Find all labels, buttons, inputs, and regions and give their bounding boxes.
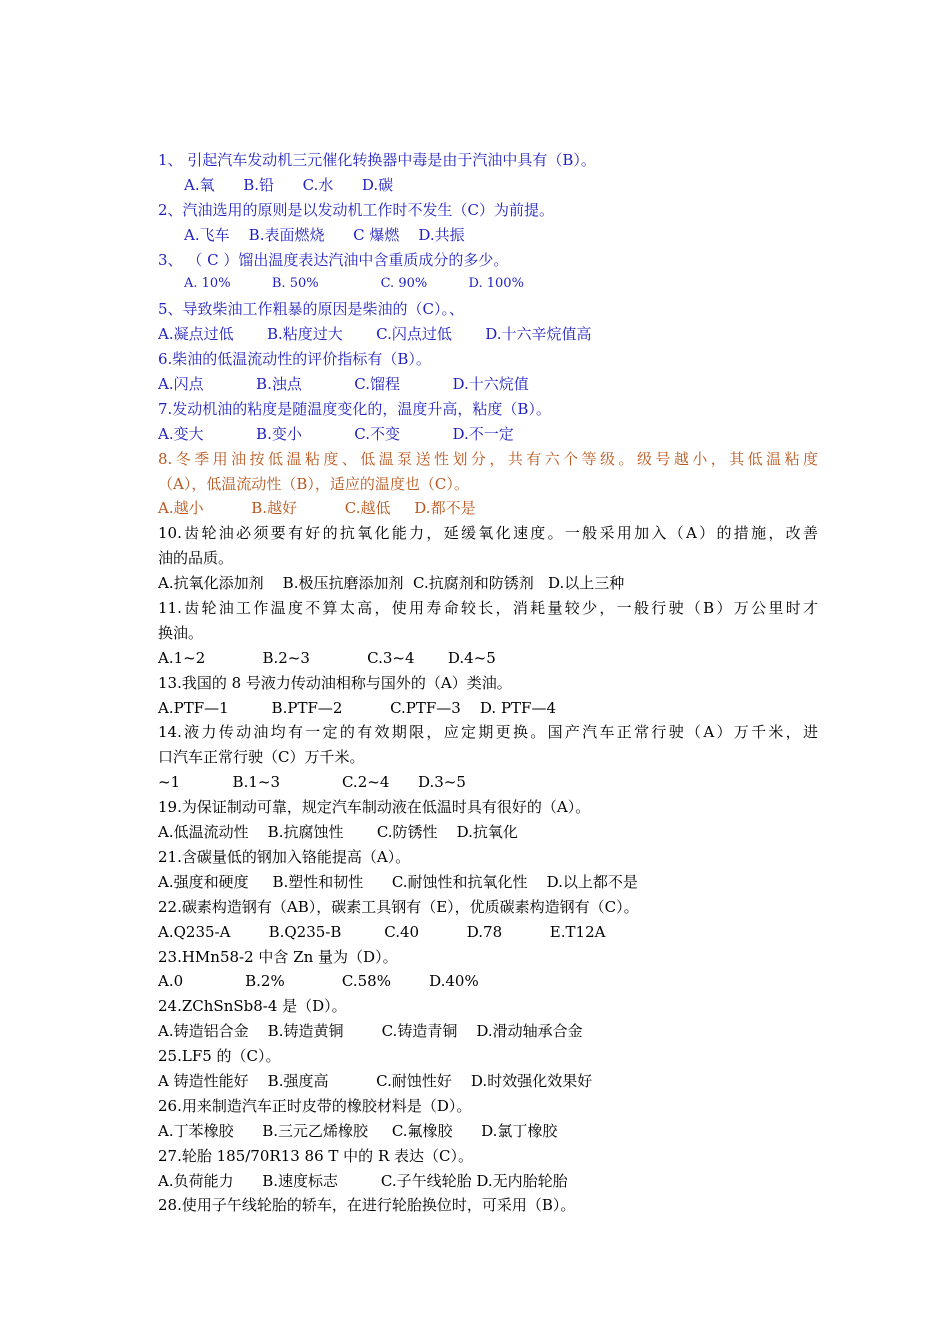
text-line: 油的品质。 bbox=[158, 549, 234, 568]
text-line: 1、 引起汽车发动机三元催化转换器中毒是由于汽油中具有（B）。 bbox=[158, 151, 596, 169]
text-line: A.闪点 B.浊点 C.馏程 D.十六烷值 bbox=[158, 375, 529, 394]
text-line: 7.发动机油的粘度是随温度变化的，温度升高，粘度（B）。 bbox=[158, 399, 551, 418]
text-line: A.越小 B.越好 C.越低 D.都不是 bbox=[158, 499, 476, 518]
question-list bbox=[158, 148, 818, 1218]
text-line: 26.用来制造汽车正时皮带的橡胶材料是（D）。 bbox=[158, 1096, 472, 1115]
text-line: A.铸造铝合金 B.铸造黄铜 C.铸造青铜 D.滑动轴承合金 bbox=[158, 1022, 583, 1041]
text-line: 3、 （ C ）馏出温度表达汽油中含重质成分的多少。 bbox=[158, 250, 509, 269]
text-line: A.变大 B.变小 C.不变 D.不一定 bbox=[158, 424, 514, 443]
text-line: ~1 B.1~3 C.2~4 D.3~5 bbox=[158, 773, 466, 792]
text-line: A.低温流动性 B.抗腐蚀性 C.防锈性 D.抗氧化 bbox=[158, 823, 518, 842]
text-line: 口汽车正常行驶（C）万千米。 bbox=[158, 748, 365, 767]
text-line: 21.含碳量低的钢加入铬能提高（A）。 bbox=[158, 847, 411, 866]
text-line: A.氧 B.铅 C.水 D.碳 bbox=[184, 175, 394, 194]
text-line: A. 10% B. 50% C. 90% D. 100% bbox=[184, 276, 524, 292]
text-line: 换油。 bbox=[158, 623, 204, 642]
text-line: （A），低温流动性（B），适应的温度也（C）。 bbox=[158, 474, 469, 493]
text-line: 27.轮胎 185/70R13 86 T 中的 R 表达（C）。 bbox=[158, 1146, 473, 1165]
text-line: 2、汽油选用的原则是以发动机工作时不发生（C）为前提。 bbox=[158, 200, 555, 219]
text-line: A 铸造性能好 B.强度高 C.耐蚀性好 D.时效强化效果好 bbox=[158, 1071, 593, 1090]
text-line: 6.柴油的低温流动性的评价指标有（B）。 bbox=[158, 350, 431, 369]
text-line: 5、导致柴油工作粗暴的原因是柴油的（C）。、 bbox=[158, 300, 465, 319]
text-line: A.凝点过低 B.粘度过大 C.闪点过低 D.十六辛烷值高 bbox=[158, 325, 592, 344]
text-line: 25.LF5 的（C）。 bbox=[158, 1047, 281, 1066]
text-line: A.飞车 B.表面燃烧 C 爆燃 D.共振 bbox=[184, 225, 465, 244]
text-line: A.丁苯橡胶 B.三元乙烯橡胶 C.氟橡胶 D.氯丁橡胶 bbox=[158, 1121, 558, 1140]
text-line: 10.齿轮油必须要有好的抗氧化能力，延缓氧化速度。一般采用加入（A）的措施，改善 bbox=[158, 524, 818, 543]
text-line: 11.齿轮油工作温度不算太高，使用寿命较长，消耗量较少，一般行驶（B）万公里时才 bbox=[158, 599, 818, 618]
text-line: A.PTF—1 B.PTF—2 C.PTF—3 D. PTF—4 bbox=[158, 698, 556, 717]
text-line: 22.碳素构造钢有（AB），碳素工具钢有（E），优质碳素构造钢有（C）。 bbox=[158, 897, 639, 916]
text-line: 28.使用子午线轮胎的轿车，在进行轮胎换位时，可采用（B）。 bbox=[158, 1196, 576, 1215]
text-line: 13.我国的 8 号液力传动油相称与国外的（A）类油。 bbox=[158, 673, 512, 692]
text-line: A.强度和硬度 B.塑性和韧性 C.耐蚀性和抗氧化性 D.以上都不是 bbox=[158, 872, 638, 891]
text-line: 23.HMn58-2 中含 Zn 量为（D）。 bbox=[158, 947, 398, 966]
text-line: A.负荷能力 B.速度标志 C.子午线轮胎 D.无内胎轮胎 bbox=[158, 1171, 568, 1190]
text-line: A.抗氧化添加剂 B.极压抗磨添加剂 C.抗腐剂和防锈剂 D.以上三种 bbox=[158, 574, 625, 593]
text-line: 24.ZChSnSb8-4 是（D）。 bbox=[158, 997, 347, 1016]
text-line: 14.液力传动油均有一定的有效期限，应定期更换。国产汽车正常行驶（A）万千米，进 bbox=[158, 723, 818, 742]
text-line: A.Q235-A B.Q235-B C.40 D.78 E.T12A bbox=[158, 922, 606, 941]
text-line: A.1~2 B.2~3 C.3~4 D.4~5 bbox=[158, 648, 496, 667]
text-line: A.0 B.2% C.58% D.40% bbox=[158, 972, 479, 991]
text-line: 8.冬季用油按低温粘度、低温泵送性划分，共有六个等级。级号越小，其低温粘度 bbox=[158, 449, 818, 468]
text-line: 19.为保证制动可靠，规定汽车制动液在低温时具有很好的（A）。 bbox=[158, 798, 591, 817]
